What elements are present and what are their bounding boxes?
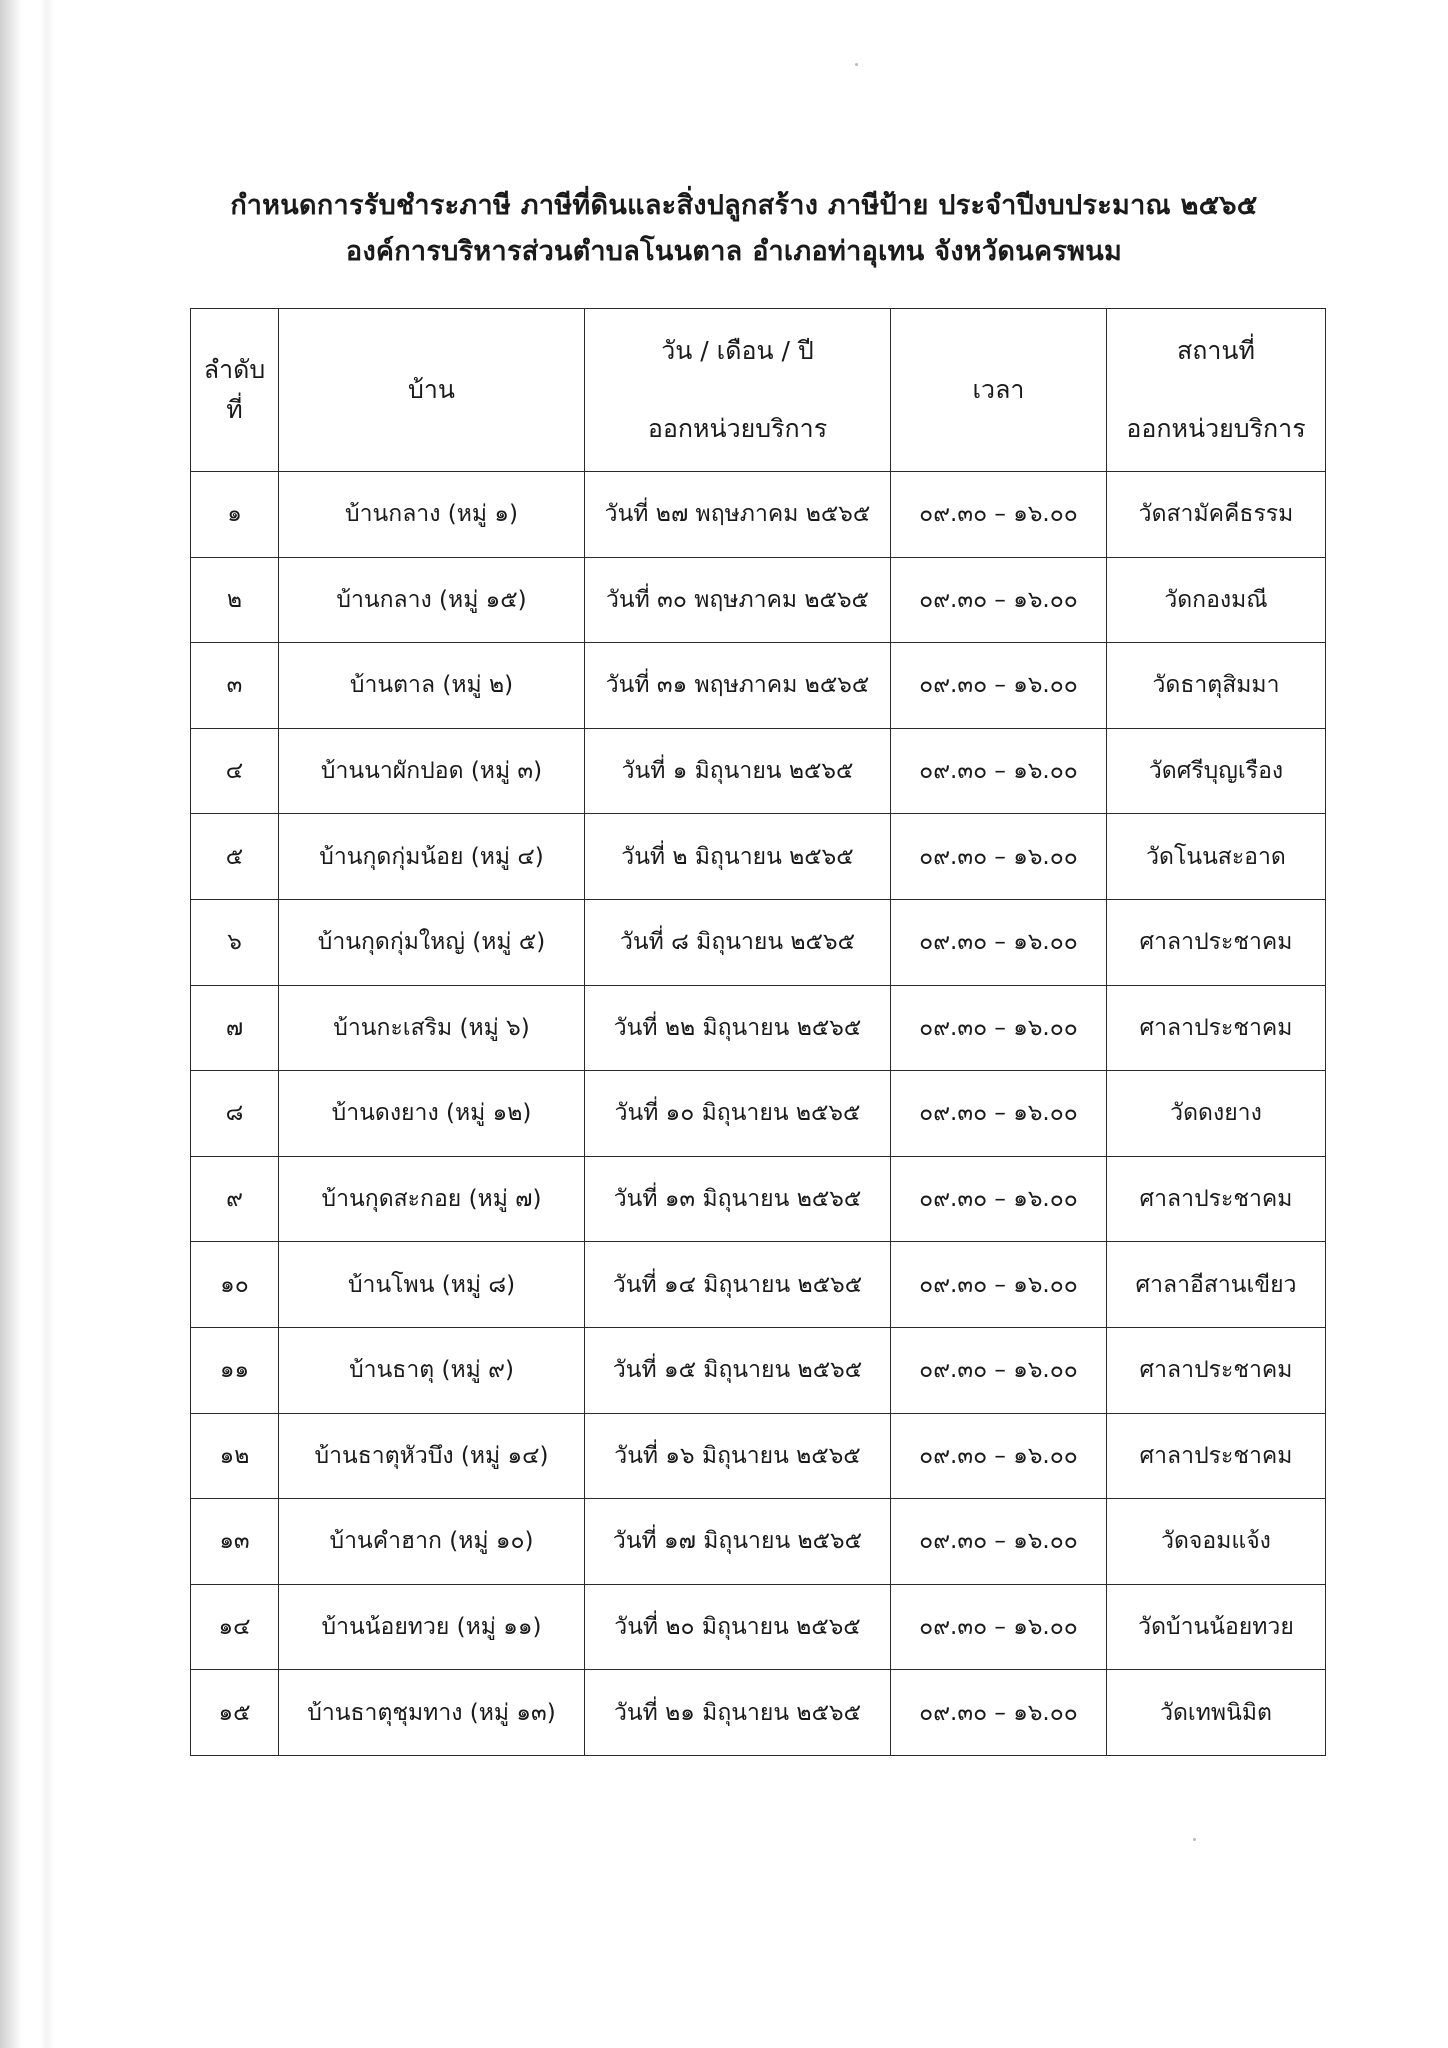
cell-date: วันที่ ๒๒ มิถุนายน ๒๕๖๕	[585, 985, 891, 1071]
cell-date: วันที่ ๒๐ มิถุนายน ๒๕๖๕	[585, 1584, 891, 1670]
cell-time: ๐๙.๓๐ – ๑๖.๐๐	[891, 472, 1107, 558]
cell-no: ๖	[191, 899, 279, 985]
header-no-line1: ลำดับ	[203, 355, 266, 384]
table-row	[191, 1156, 1326, 1242]
header-place	[1107, 309, 1326, 472]
table-row	[191, 1242, 1326, 1328]
cell-village: บ้านกุดกุ่มน้อย (หมู่ ๔)	[279, 814, 585, 900]
header-date-line2: ออกหน่วยบริการ	[647, 414, 828, 443]
cell-village: บ้านกะเสริม (หมู่ ๖)	[279, 985, 585, 1071]
cell-date: วันที่ ๓๑ พฤษภาคม ๒๕๖๕	[585, 643, 891, 729]
table-row	[191, 1413, 1326, 1499]
cell-place: วัดจอมแจ้ง	[1107, 1499, 1326, 1585]
cell-date: วันที่ ๒ มิถุนายน ๒๕๖๕	[585, 814, 891, 900]
cell-time: ๐๙.๓๐ – ๑๖.๐๐	[891, 1242, 1107, 1328]
table-row	[191, 1670, 1326, 1756]
table-row	[191, 728, 1326, 814]
cell-date: วันที่ ๒๑ มิถุนายน ๒๕๖๕	[585, 1670, 891, 1756]
cell-place: วัดเทพนิมิต	[1107, 1670, 1326, 1756]
document-subtitle: องค์การบริหารส่วนตำบลโนนตาล อำเภอท่าอุเทน จังหวัดนครพนม	[345, 236, 1123, 267]
cell-place: วัดศรีบุญเรือง	[1107, 728, 1326, 814]
cell-time: ๐๙.๓๐ – ๑๖.๐๐	[891, 1327, 1107, 1413]
cell-no: ๑๒	[191, 1413, 279, 1499]
cell-time: ๐๙.๓๐ – ๑๖.๐๐	[891, 985, 1107, 1071]
cell-time: ๐๙.๓๐ – ๑๖.๐๐	[891, 899, 1107, 985]
header-place-line2: ออกหน่วยบริการ	[1126, 414, 1306, 443]
table-row	[191, 643, 1326, 729]
cell-date: วันที่ ๑๔ มิถุนายน ๒๕๖๕	[585, 1242, 891, 1328]
header-no-line2: ที่	[226, 395, 243, 424]
cell-place: ศาลาประชาคม	[1107, 1156, 1326, 1242]
scan-speck	[1193, 1838, 1196, 1841]
header-time: เวลา	[891, 309, 1107, 472]
cell-village: บ้านกลาง (หมู่ ๑)	[279, 472, 585, 558]
cell-no: ๘	[191, 1071, 279, 1157]
cell-village: บ้านดงยาง (หมู่ ๑๒)	[279, 1071, 585, 1157]
cell-time: ๐๙.๓๐ – ๑๖.๐๐	[891, 728, 1107, 814]
table-row	[191, 1584, 1326, 1670]
document-title: กำหนดการรับชำระภาษี ภาษีที่ดินและสิ่งปลูกสร้าง ภาษีป้าย ประจำปีงบประมาณ ๒๕๖๕	[230, 190, 1258, 221]
cell-village: บ้านธาตุหัวบึง (หมู่ ๑๔)	[279, 1413, 585, 1499]
cell-no: ๗	[191, 985, 279, 1071]
cell-village: บ้านกุดสะกอย (หมู่ ๗)	[279, 1156, 585, 1242]
cell-place: ศาลาประชาคม	[1107, 1327, 1326, 1413]
cell-time: ๐๙.๓๐ – ๑๖.๐๐	[891, 1071, 1107, 1157]
table-row	[191, 814, 1326, 900]
cell-date: วันที่ ๒๗ พฤษภาคม ๒๕๖๕	[585, 472, 891, 558]
schedule-table	[190, 308, 1326, 1756]
cell-date: วันที่ ๑๕ มิถุนายน ๒๕๖๕	[585, 1327, 891, 1413]
cell-place: วัดดงยาง	[1107, 1071, 1326, 1157]
cell-time: ๐๙.๓๐ – ๑๖.๐๐	[891, 1156, 1107, 1242]
cell-no: ๑	[191, 472, 279, 558]
cell-date: วันที่ ๑ มิถุนายน ๒๕๖๕	[585, 728, 891, 814]
cell-place: ศาลาประชาคม	[1107, 985, 1326, 1071]
scan-speck	[855, 63, 858, 66]
cell-date: วันที่ ๘ มิถุนายน ๒๕๖๕	[585, 899, 891, 985]
cell-place: วัดธาตุสิมมา	[1107, 643, 1326, 729]
cell-place: วัดกองมณี	[1107, 557, 1326, 643]
cell-time: ๐๙.๓๐ – ๑๖.๐๐	[891, 557, 1107, 643]
cell-time: ๐๙.๓๐ – ๑๖.๐๐	[891, 1413, 1107, 1499]
cell-time: ๐๙.๓๐ – ๑๖.๐๐	[891, 1670, 1107, 1756]
cell-no: ๙	[191, 1156, 279, 1242]
table-row	[191, 1327, 1326, 1413]
cell-no: ๑๔	[191, 1584, 279, 1670]
cell-date: วันที่ ๑๖ มิถุนายน ๒๕๖๕	[585, 1413, 891, 1499]
cell-date: วันที่ ๑๗ มิถุนายน ๒๕๖๕	[585, 1499, 891, 1585]
cell-village: บ้านธาตุชุมทาง (หมู่ ๑๓)	[279, 1670, 585, 1756]
cell-time: ๐๙.๓๐ – ๑๖.๐๐	[891, 643, 1107, 729]
cell-no: ๑๑	[191, 1327, 279, 1413]
header-place-line1: สถานที่	[1176, 336, 1255, 365]
cell-village: บ้านโพน (หมู่ ๘)	[279, 1242, 585, 1328]
cell-time: ๐๙.๓๐ – ๑๖.๐๐	[891, 1584, 1107, 1670]
scan-shadow-edge	[0, 0, 22, 2048]
cell-no: ๑๕	[191, 1670, 279, 1756]
table-row	[191, 985, 1326, 1071]
table-row	[191, 1071, 1326, 1157]
cell-place: วัดบ้านน้อยทวย	[1107, 1584, 1326, 1670]
table-row	[191, 899, 1326, 985]
cell-place: วัดสามัคคีธรรม	[1107, 472, 1326, 558]
cell-time: ๐๙.๓๐ – ๑๖.๐๐	[891, 814, 1107, 900]
cell-date: วันที่ ๓๐ พฤษภาคม ๒๕๖๕	[585, 557, 891, 643]
cell-village: บ้านคำฮาก (หมู่ ๑๐)	[279, 1499, 585, 1585]
header-date	[585, 309, 891, 472]
cell-village: บ้านน้อยทวย (หมู่ ๑๑)	[279, 1584, 585, 1670]
cell-place: ศาลาประชาคม	[1107, 899, 1326, 985]
cell-village: บ้านกลาง (หมู่ ๑๕)	[279, 557, 585, 643]
cell-no: ๑๓	[191, 1499, 279, 1585]
cell-place: ศาลาอีสานเขียว	[1107, 1242, 1326, 1328]
cell-village: บ้านกุดกุ่มใหญ่ (หมู่ ๕)	[279, 899, 585, 985]
cell-no: ๔	[191, 728, 279, 814]
cell-no: ๒	[191, 557, 279, 643]
cell-village: บ้านธาตุ (หมู่ ๙)	[279, 1327, 585, 1413]
cell-no: ๑๐	[191, 1242, 279, 1328]
table-row	[191, 1499, 1326, 1585]
cell-date: วันที่ ๑๐ มิถุนายน ๒๕๖๕	[585, 1071, 891, 1157]
table-row	[191, 557, 1326, 643]
scan-streak	[40, 0, 54, 2048]
cell-time: ๐๙.๓๐ – ๑๖.๐๐	[891, 1499, 1107, 1585]
cell-date: วันที่ ๑๓ มิถุนายน ๒๕๖๕	[585, 1156, 891, 1242]
header-no	[191, 309, 279, 472]
cell-village: บ้านตาล (หมู่ ๒)	[279, 643, 585, 729]
cell-place: ศาลาประชาคม	[1107, 1413, 1326, 1499]
header-village: บ้าน	[279, 309, 585, 472]
cell-place: วัดโนนสะอาด	[1107, 814, 1326, 900]
table-header-row	[191, 309, 1326, 472]
cell-village: บ้านนาผักปอด (หมู่ ๓)	[279, 728, 585, 814]
cell-no: ๕	[191, 814, 279, 900]
header-date-line1: วัน / เดือน / ปี	[661, 336, 814, 365]
table-row	[191, 472, 1326, 558]
cell-no: ๓	[191, 643, 279, 729]
